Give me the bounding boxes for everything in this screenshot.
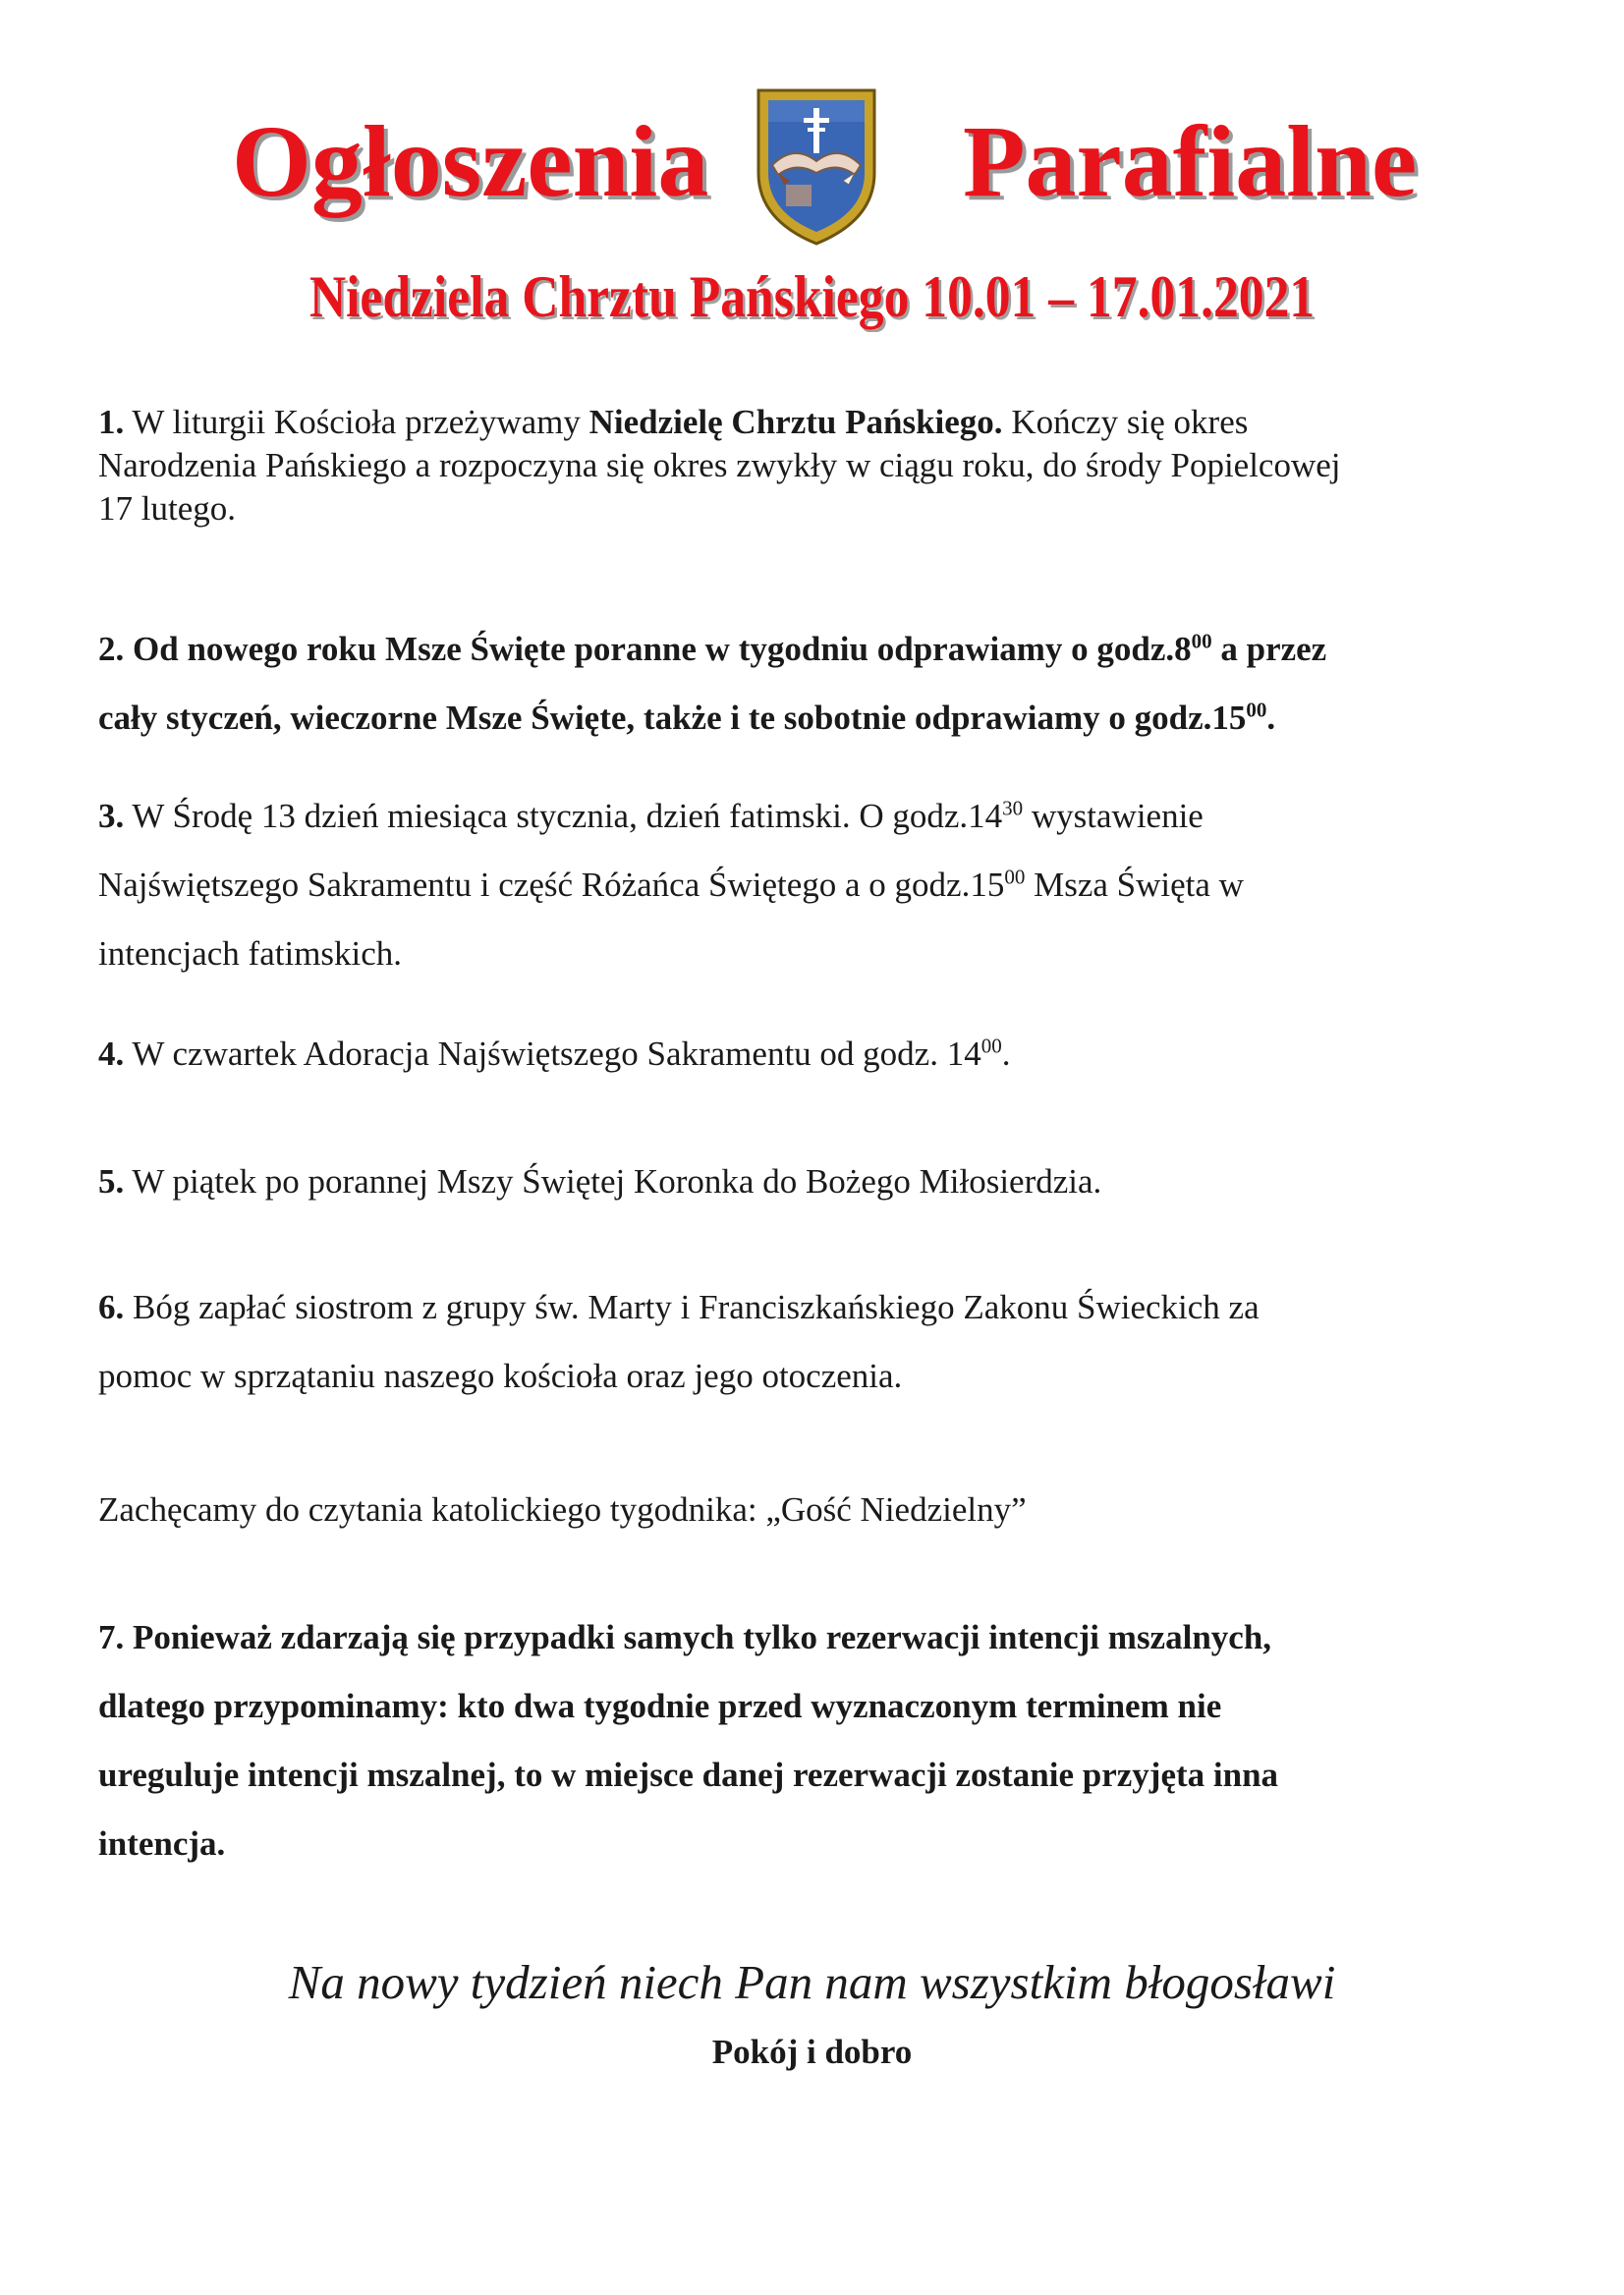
closing-blessing: Na nowy tydzień niech Pan nam wszystkim błogosławi [288, 1955, 1336, 2009]
time-superscript: 30 [1002, 796, 1024, 820]
announcement-text: . Od nowego roku Msze Święte poranne w tygodniu odprawiamy o godz.8 [115, 630, 1192, 668]
announcement-line: Narodzenia Pańskiego a rozpoczyna się okres zwykły w ciągu roku, do środy Popielcowej [98, 446, 1341, 484]
announcement-7 [98, 1603, 1278, 1878]
title-right: Parafialne [963, 105, 1418, 218]
title-left: Ogłoszenia [232, 105, 709, 218]
time-superscript: 00 [1246, 698, 1267, 722]
announcement-text: W czwartek Adoracja Najświętszego Sakramentu od godz. 14 [124, 1035, 981, 1073]
announcement-number: 6. [98, 1288, 125, 1326]
announcement-text: wystawienie [1023, 797, 1204, 835]
announcement-number: 4. [98, 1035, 125, 1073]
announcement-text: W Środę 13 dzień miesiąca stycznia, dzień fatimski. O godz.14 [124, 797, 1003, 835]
announcement-text: . [1001, 1035, 1011, 1073]
announcement-4 [98, 1020, 1010, 1089]
announcement-text: cały styczeń, wieczorne Msze Święte, także i te sobotnie odprawiamy o godz.15 [98, 699, 1247, 737]
announcement-text: Najświętszego Sakramentu i część Różańca Świętego a o godz.15 [98, 866, 1005, 904]
announcement-line: 7. Ponieważ zdarzają się przypadki samych tylko rezerwacji intencji mszalnych, [98, 1618, 1272, 1656]
time-superscript: 00 [1004, 865, 1026, 889]
announcement-2 [98, 615, 1326, 753]
announcement-text: W piątek po porannej Mszy Świętej Koronka do Bożego Miłosierdzia. [124, 1162, 1102, 1201]
franciscan-crest-icon [749, 83, 884, 250]
announcement-number: 3. [98, 797, 125, 835]
reading-recommendation: Zachęcamy do czytania katolickiego tygodnika: „Gość Niedzielny” [98, 1490, 1027, 1529]
announcement-number: 5. [98, 1162, 125, 1201]
time-superscript: 00 [1191, 629, 1212, 653]
announcement-line: 17 lutego. [98, 489, 236, 528]
announcement-line: pomoc w sprzątaniu naszego kościoła oraz jego otoczenia. [98, 1357, 903, 1395]
announcement-line: dlatego przypominamy: kto dwa tygodnie przed wyznaczonym terminem nie [98, 1687, 1222, 1725]
announcement-text: W liturgii Kościoła przeżywamy [124, 403, 589, 441]
announcement-line: ureguluje intencji mszalnej, to w miejsce danej rezerwacji zostanie przyjęta inna [98, 1756, 1279, 1794]
page-subtitle: Niedziela Chrztu Pańskiego 10.01 – 17.01.2021 [308, 264, 1316, 329]
announcement-text: . [1266, 699, 1276, 737]
page-header [0, 98, 1624, 255]
announcement-3 [98, 782, 1244, 988]
announcement-text: Msza Święta w [1025, 866, 1244, 904]
announcement-5 [98, 1148, 1101, 1216]
announcement-text: Bóg zapłać siostrom z grupy św. Marty i Franciszkańskiego Zakonu Świeckich za [124, 1288, 1260, 1326]
announcement-number: 2 [98, 630, 116, 668]
announcement-line: intencjach fatimskich. [98, 934, 403, 973]
announcement-line: intencja. [98, 1824, 226, 1863]
announcement-6 [98, 1273, 1260, 1411]
closing-farewell: Pokój i dobro [711, 2033, 913, 2071]
announcement-highlight: Niedzielę Chrztu Pańskiego. [588, 403, 1003, 441]
announcement-1 [98, 401, 1341, 531]
time-superscript: 00 [980, 1034, 1002, 1058]
announcement-text: Kończy się okres [1002, 403, 1249, 441]
announcement-text: a przez [1211, 630, 1327, 668]
announcement-number: 1. [98, 403, 125, 441]
